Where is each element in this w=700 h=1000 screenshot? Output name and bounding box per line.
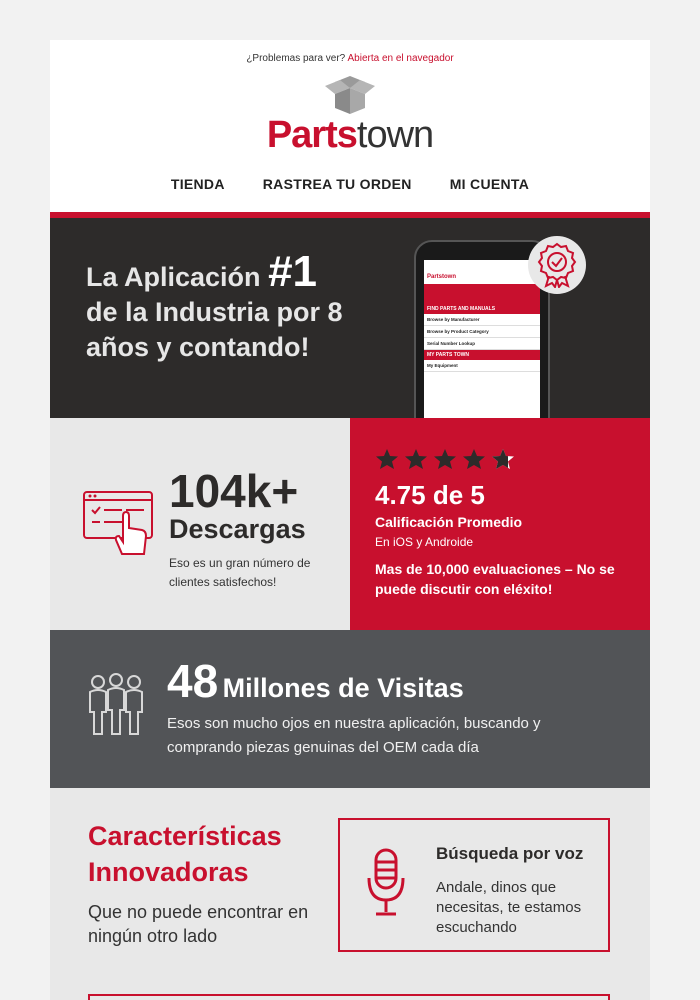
- star-icon: [433, 448, 457, 470]
- phone-item: Serial Number Lookup: [424, 338, 540, 350]
- phone-banner: [424, 284, 540, 304]
- partstown-logo[interactable]: [50, 76, 650, 154]
- rating-platforms: En iOS y Androide: [375, 535, 474, 549]
- preheader: [50, 53, 650, 64]
- rating-note: Mas de 10,000 evaluaciones – No se puede discutir con eléxito!: [375, 561, 615, 597]
- hero-line2: de la Industria por 8: [86, 297, 343, 327]
- people-group-icon: [84, 672, 148, 736]
- microphone-icon: [366, 848, 406, 918]
- logo-town: town: [356, 114, 434, 156]
- phone-screen: [424, 260, 540, 418]
- downloads-number: 104k+: [169, 465, 299, 517]
- phone-item: Browse by Product Category: [424, 326, 540, 338]
- nav-mi-cuenta[interactable]: MI CUENTA: [449, 176, 530, 192]
- nav-rastrea-tu-orden[interactable]: RASTREA TU ORDEN: [262, 176, 412, 192]
- features-subtitle: Que no puede encontrar en ningún otro lado: [88, 902, 309, 946]
- hero-headline: [86, 247, 343, 365]
- open-in-browser-link[interactable]: Abierta en el navegador: [347, 53, 454, 64]
- downloads-label: Descargas: [169, 514, 306, 544]
- hero-banner: [50, 218, 650, 418]
- hero-line1: La Aplicación: [86, 262, 261, 292]
- features-title: Características Innovadoras: [88, 821, 282, 887]
- next-feature-card: [88, 994, 610, 1000]
- phone-item: My Equipment: [424, 360, 540, 372]
- box-logo-icon: [321, 76, 379, 116]
- rating-label: Calificación Promedio: [375, 514, 523, 530]
- award-badge-icon: [528, 236, 586, 294]
- visits-panel: [50, 630, 650, 788]
- downloads-panel: [50, 418, 350, 630]
- visits-headline: [167, 654, 464, 708]
- voice-search-desc: Andale, dinos que necesitas, te estamos escuchando: [436, 879, 582, 936]
- visits-number: 48: [167, 655, 219, 707]
- visits-desc: Esos son mucho ojos en nuestra aplicación, buscando y comprando piezas genuinas del OEM cada día: [167, 715, 541, 756]
- star-rating: [375, 448, 515, 470]
- phone-section2: MY PARTS TOWN: [424, 350, 540, 360]
- star-icon: [404, 448, 428, 470]
- phone-item: Browse by Manufacturer: [424, 314, 540, 326]
- logo-wordmark: [50, 116, 650, 154]
- voice-search-title: Búsqueda por voz: [436, 844, 584, 863]
- star-half-icon: [491, 448, 515, 470]
- star-icon: [462, 448, 486, 470]
- email-container: [50, 40, 650, 1000]
- hero-rank: #1: [268, 247, 318, 296]
- features-panel: [50, 788, 650, 1000]
- downloads-desc: Eso es un gran número de clientes satisfechos!: [169, 556, 311, 589]
- rating-value: 4.75 de 5: [375, 480, 485, 510]
- hero-line3: años y contando!: [86, 332, 310, 362]
- voice-search-card: [338, 818, 610, 952]
- logo-parts: Parts: [266, 114, 357, 156]
- touch-screen-icon: [82, 490, 156, 556]
- phone-brand: Partstown: [424, 260, 540, 284]
- phone-section1: FIND PARTS AND MANUALS: [424, 304, 540, 314]
- nav-tienda[interactable]: TIENDA: [170, 176, 225, 192]
- preheader-text: ¿Problemas para ver?: [246, 53, 346, 64]
- rating-panel: [350, 418, 650, 630]
- visits-label: Millones de Visitas: [222, 673, 464, 703]
- top-nav: [50, 176, 650, 192]
- star-icon: [375, 448, 399, 470]
